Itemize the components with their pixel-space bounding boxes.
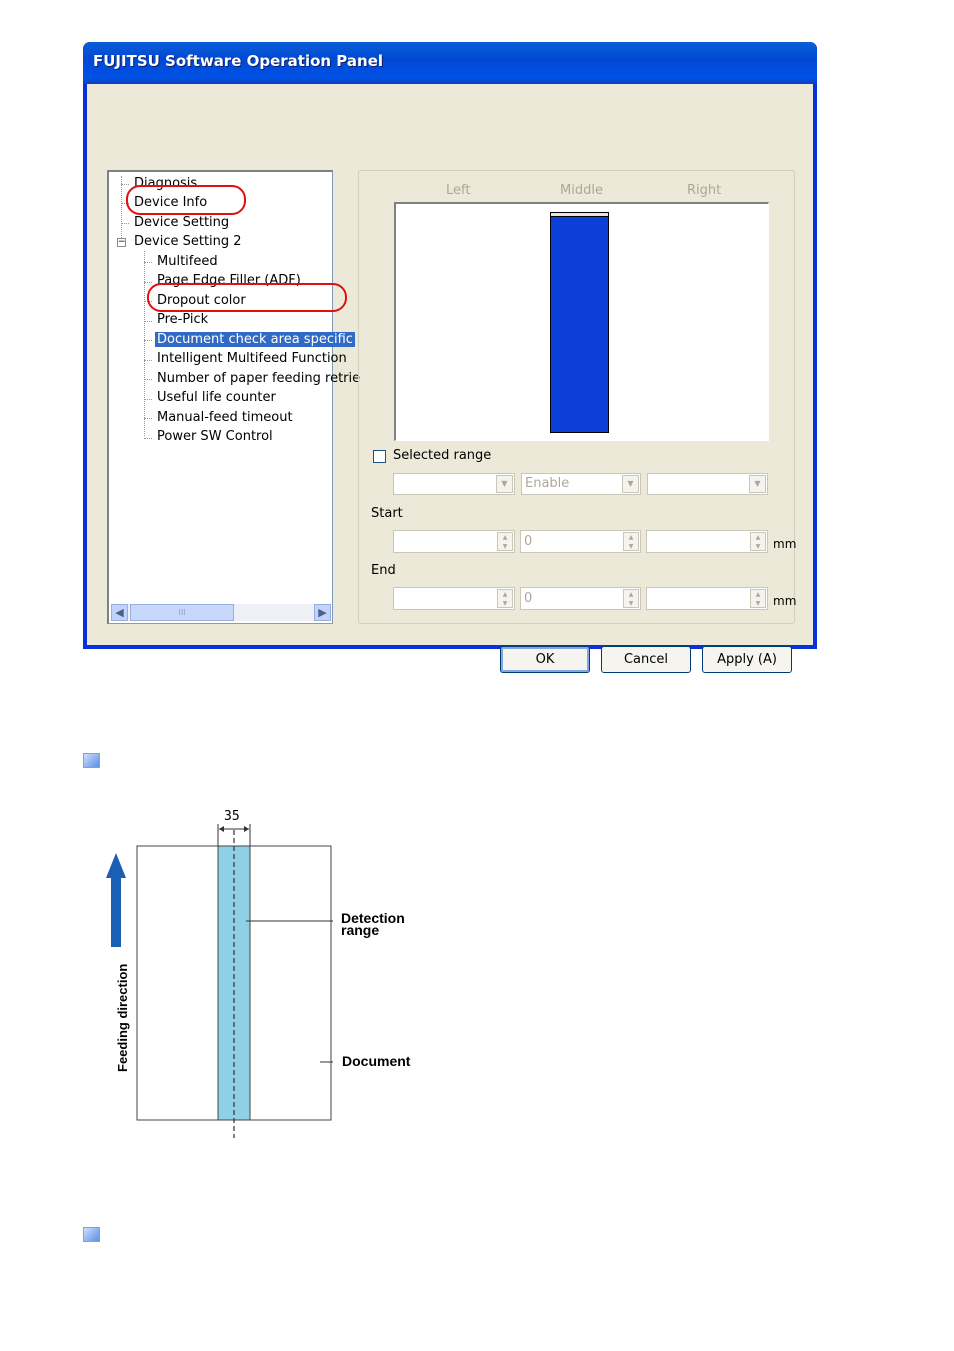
settings-tree[interactable] xyxy=(107,170,361,624)
end-label: End xyxy=(371,563,396,578)
collapse-icon[interactable]: − xyxy=(118,237,126,247)
tree-item-power-sw-control[interactable] xyxy=(157,428,273,446)
tree-item-intelligent-multifeed[interactable] xyxy=(157,350,347,368)
apply-button[interactable]: Apply (A) xyxy=(702,646,792,673)
tree-item-manual-feed-timeout[interactable] xyxy=(157,409,293,427)
operation-panel-window xyxy=(83,42,817,667)
tree-item-label: Device Setting xyxy=(134,215,230,230)
start-right-spinner[interactable] xyxy=(646,530,768,553)
scroll-thumb[interactable]: III xyxy=(130,604,234,621)
check-area-preview xyxy=(394,202,769,441)
tree-item-label: Document check area specific xyxy=(157,332,353,347)
feeding-arrow-shaft xyxy=(111,876,121,947)
start-unit: mm xyxy=(773,537,797,551)
highlight-device-setting-2 xyxy=(126,185,246,215)
tree-item-useful-life-counter[interactable] xyxy=(157,389,276,407)
highlight-document-check-area xyxy=(147,283,347,312)
selected-range-label: Selected range xyxy=(393,448,492,463)
detection-label-line2: range xyxy=(341,922,380,938)
tree-item-label: Pre-Pick xyxy=(157,312,209,327)
end-middle-value: 0 xyxy=(524,591,533,606)
detection-strip xyxy=(218,846,250,1120)
feeding-arrow-up-icon xyxy=(106,853,126,878)
tree-item-pre-pick[interactable] xyxy=(157,311,208,329)
start-middle-value: 0 xyxy=(524,534,533,549)
spinner-arrows-icon[interactable]: ▲ ▼ xyxy=(750,589,766,608)
start-left-spinner[interactable] xyxy=(393,530,515,553)
tree-item-label: Intelligent Multifeed Function xyxy=(157,351,347,366)
end-unit: mm xyxy=(773,594,797,608)
end-middle-spinner[interactable] xyxy=(520,587,641,610)
tree-item-paper-feeding-retries[interactable] xyxy=(157,370,360,388)
selected-range-checkbox[interactable] xyxy=(373,450,386,463)
cancel-button[interactable]: Cancel xyxy=(601,646,691,673)
start-label: Start xyxy=(371,506,403,521)
tree-item-label: Diagnosis xyxy=(134,176,198,191)
range-right-select[interactable] xyxy=(647,473,768,495)
column-label-right: Right xyxy=(687,183,722,198)
tree-item-label: Multifeed xyxy=(157,254,218,269)
document-check-area-group xyxy=(358,170,795,624)
width-label: 35 xyxy=(224,809,240,824)
tree-item-device-setting[interactable] xyxy=(134,214,229,232)
window-client-area xyxy=(87,84,813,667)
spinner-arrows-icon[interactable]: ▲ ▼ xyxy=(497,532,513,551)
range-middle-value: Enable xyxy=(525,476,570,491)
tree-item-label: Manual-feed timeout xyxy=(157,410,293,425)
tree-item-label: Power SW Control xyxy=(157,429,273,444)
start-middle-spinner[interactable] xyxy=(520,530,641,553)
spinner-arrows-icon[interactable]: ▲ ▼ xyxy=(497,589,513,608)
tree-item-label: Device Info xyxy=(134,195,208,210)
detection-range-label xyxy=(341,912,405,936)
tree-item-device-setting-2[interactable] xyxy=(134,233,242,251)
title-bar[interactable] xyxy=(83,42,817,84)
tree-item-label: Page Edge Filler (ADF) xyxy=(157,273,301,288)
detection-area-bar-top xyxy=(550,212,609,217)
tree-horizontal-scrollbar[interactable] xyxy=(111,604,331,621)
ok-button[interactable]: OK xyxy=(500,646,590,673)
spinner-arrows-icon[interactable]: ▲ ▼ xyxy=(623,589,639,608)
chevron-down-icon[interactable]: ▼ xyxy=(496,475,513,493)
tree-item-label: Dropout color xyxy=(157,293,246,308)
feeding-direction-label: Feeding direction xyxy=(115,963,130,1072)
section-bullet-icon xyxy=(83,753,100,768)
column-label-left: Left xyxy=(446,183,471,198)
document-label: Document xyxy=(342,1053,411,1069)
dimension-arrow-right-icon xyxy=(244,826,249,832)
tree-item-document-check-area[interactable] xyxy=(155,331,355,349)
document-outline xyxy=(137,846,331,1120)
chevron-down-icon[interactable]: ▼ xyxy=(622,475,639,493)
scroll-right-icon[interactable]: ▶ xyxy=(314,604,331,621)
tree-item-multifeed[interactable] xyxy=(157,253,218,271)
end-right-spinner[interactable] xyxy=(646,587,768,610)
dimension-arrow-left-icon xyxy=(219,826,224,832)
detection-area-bar xyxy=(550,214,609,433)
scroll-left-icon[interactable]: ◀ xyxy=(111,604,128,621)
spinner-arrows-icon[interactable]: ▲ ▼ xyxy=(750,532,766,551)
tree-item-label: Number of paper feeding retrie xyxy=(157,371,361,386)
range-left-select[interactable] xyxy=(393,473,515,495)
chevron-down-icon[interactable]: ▼ xyxy=(749,475,766,493)
end-left-spinner[interactable] xyxy=(393,587,515,610)
section-bullet-icon xyxy=(83,1227,100,1242)
tree-item-label: Useful life counter xyxy=(157,390,276,405)
tree-item-label: Device Setting 2 xyxy=(134,234,242,249)
detection-label-line1: Detection xyxy=(341,910,405,926)
column-label-middle: Middle xyxy=(560,183,603,198)
range-middle-select[interactable] xyxy=(521,473,641,495)
spinner-arrows-icon[interactable]: ▲ ▼ xyxy=(623,532,639,551)
window-title: FUJITSU Software Operation Panel xyxy=(93,52,384,70)
